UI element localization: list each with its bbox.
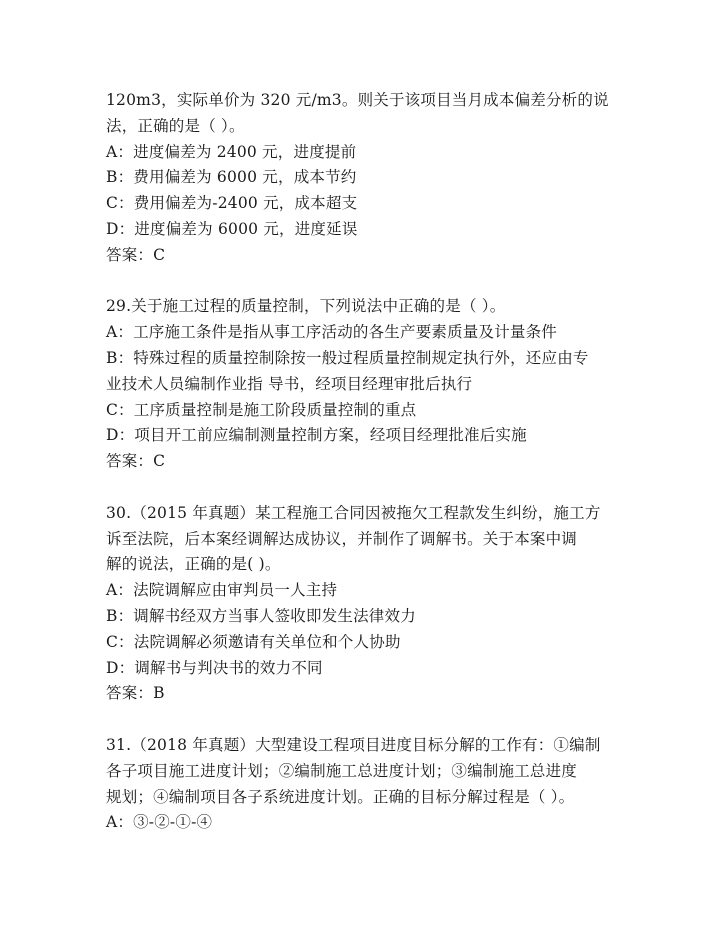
option-b: B：费用偏差为 6000 元，成本节约 (106, 168, 357, 187)
option-b: B：调解书经双方当事人签收即发生法律效力 (106, 606, 416, 625)
spacer (106, 475, 626, 501)
option-d: D：调解书与判决书的效力不同 (106, 658, 323, 677)
question-text: 30.（2015 年真题）某工程施工合同因被拖欠工程款发生纠纷，施工方 (106, 503, 601, 522)
question-text: 规划；④编制项目各子系统进度计划。正确的目标分解过程是（ ）。 (106, 787, 575, 806)
question-text: 各子项目施工进度计划；②编制施工总进度计划；③编制施工总进度 (106, 761, 578, 780)
option-d: D：进度偏差为 6000 元，进度延误 (106, 219, 358, 238)
option-a: A：法院调解应由审判员一人主持 (106, 581, 338, 600)
question-text: 诉至法院，后本案经调解达成协议，并制作了调解书。关于本案中调 (106, 529, 578, 548)
spacer (106, 707, 626, 733)
option-c: C：工序质量控制是施工阶段质量控制的重点 (106, 400, 417, 419)
question-30 (106, 501, 626, 707)
option-a: A：进度偏差为 2400 元，进度提前 (106, 142, 357, 161)
answer: 答案：C (106, 452, 166, 471)
option-c: C：费用偏差为-2400 元，成本超支 (106, 194, 358, 213)
option-b: B：特殊过程的质量控制除按一般过程质量控制规定执行外，还应由专 (106, 348, 589, 367)
option-d: D：项目开工前应编制测量控制方案，经项目经理批准后实施 (106, 426, 527, 445)
option-b-continued: 业技术人员编制作业指 导书，经项目经理审批后执行 (106, 374, 473, 393)
question-text: 120m3，实际单价为 320 元/m3。则关于该项目当月成本偏差分析的说 (106, 91, 609, 109)
question-31 (106, 733, 626, 836)
option-c: C：法院调解必须邀请有关单位和个人协助 (106, 632, 401, 651)
question-text: 法，正确的是（ ）。 (106, 116, 245, 135)
answer: 答案：C (106, 245, 166, 264)
answer: 答案：B (106, 684, 165, 703)
question-text: 29.关于施工过程的质量控制，下列说法中正确的是（ ）。 (106, 297, 506, 316)
question-text: 解的说法，正确的是( )。 (106, 555, 281, 574)
spacer (106, 269, 626, 295)
document-page (106, 88, 626, 836)
question-28-fragment (106, 88, 626, 269)
question-29 (106, 294, 626, 475)
question-text: 31.（2018 年真题）大型建设工程项目进度目标分解的工作有：①编制 (106, 735, 601, 754)
option-a: A：③-②-①-④ (106, 813, 213, 832)
option-a: A：工序施工条件是指从事工序活动的各生产要素质量及计量条件 (106, 323, 557, 342)
